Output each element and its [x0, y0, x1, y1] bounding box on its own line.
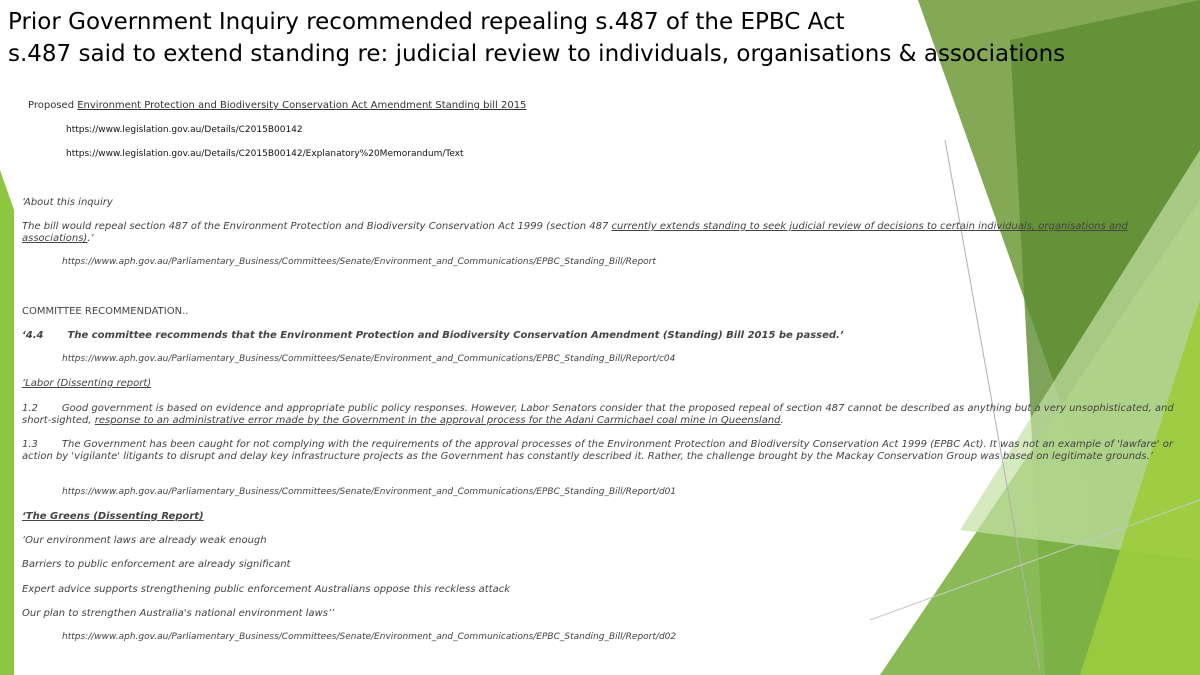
greens-url[interactable]: https://www.aph.gov.au/Parliamentary_Business/Committees/Senate/Environment_and_Communications/EPBC_Standing_Bill/Report/d02 — [62, 632, 677, 642]
inquiry-body — [22, 221, 1180, 245]
left-green-strip — [0, 170, 14, 675]
title-line-1: Prior Government Inquiry recommended repealing s.487 of the EPBC Act — [8, 9, 845, 35]
inquiry-body-underlined: currently extends standing to seek judicial review of decisions to certain individuals, organisations and associations) — [22, 221, 1128, 244]
bill-url-1[interactable]: https://www.legislation.gov.au/Details/C2015B00142 — [66, 125, 303, 135]
recommendation-url[interactable]: https://www.aph.gov.au/Parliamentary_Business/Committees/Senate/Environment_and_Communications/EPBC_Standing_Bill/Report/c04 — [62, 354, 676, 364]
greens-line-1: ‘Our environment laws are already weak enough — [22, 535, 267, 546]
labor-url[interactable]: https://www.aph.gov.au/Parliamentary_Business/Committees/Senate/Environment_and_Communications/EPBC_Standing_Bill/Report/d01 — [62, 487, 677, 497]
greens-line-4: Our plan to strengthen Australia's national environment laws’’ — [22, 608, 335, 619]
labor-paragraph-2 — [22, 439, 1180, 463]
inquiry-body-end: .’ — [87, 233, 94, 244]
labor-p1-end: . — [780, 415, 784, 426]
title-line-2: s.487 said to extend standing re: judicial review to individuals, organisations & associations — [8, 41, 1066, 67]
labor-heading: ‘Labor (Dissenting report) — [22, 378, 152, 389]
recommendation-text: The committee recommends that the Environment Protection and Biodiversity Conservation Amendment (Standing) Bill 2015 be passed.’ — [67, 330, 844, 341]
slide-title — [8, 6, 1065, 70]
labor-p1-number: 1.2 — [22, 403, 38, 414]
labor-paragraph-1 — [22, 403, 1180, 427]
recommendation-line — [22, 330, 844, 341]
labor-p1-underlined: response to an administrative error made by the Government in the approval process for the Adani Carmichael coal mine in Queensland — [94, 415, 781, 426]
labor-p1-start: Good government is based on evidence and appropriate public policy responses. However, Labor Senators consider that the proposed repeal of section 487 cannot be described as anything but a very unsophisticated, and short-sighted, — [22, 403, 1174, 426]
bill-prefix: Proposed — [28, 100, 78, 111]
inquiry-heading: ‘About this inquiry — [22, 197, 113, 208]
recommendation-number: ‘4.4 — [22, 330, 44, 341]
bill-url-2[interactable]: https://www.legislation.gov.au/Details/C2015B00142/Explanatory%20Memorandum/Text — [66, 149, 464, 159]
greens-line-3: Expert advice supports strengthening public enforcement Australians oppose this reckless attack — [22, 584, 511, 595]
labor-p2-text: The Government has been caught for not complying with the requirements of the approval processes of the Environment Protection and Biodiversity Conservation Act 1999 (EPBC Act). It was not an example of 'lawfare' or action by 'vigilante' litigants to disrupt and delay key infrastructure projects as the Government has constantly described it. Rather, the challenge brought by the Mackay Conservation Group was based on legitimate grounds.’ — [22, 439, 1173, 462]
bill-name: Environment Protection and Biodiversity Conservation Act Amendment Standing bill 2015 — [77, 100, 527, 111]
greens-heading: ‘The Greens (Dissenting Report) — [22, 511, 204, 522]
labor-p2-number: 1.3 — [22, 439, 38, 450]
inquiry-body-start: The bill would repeal section 487 of the Environment Protection and Biodiversity Conservation Act 1999 (section 487 — [22, 221, 612, 232]
recommendation-heading: COMMITTEE RECOMMENDATION.. — [22, 306, 189, 317]
bill-line — [28, 100, 526, 111]
greens-line-2: Barriers to public enforcement are already significant — [22, 559, 291, 570]
inquiry-url[interactable]: https://www.aph.gov.au/Parliamentary_Business/Committees/Senate/Environment_and_Communications/EPBC_Standing_Bill/Report — [62, 257, 656, 267]
